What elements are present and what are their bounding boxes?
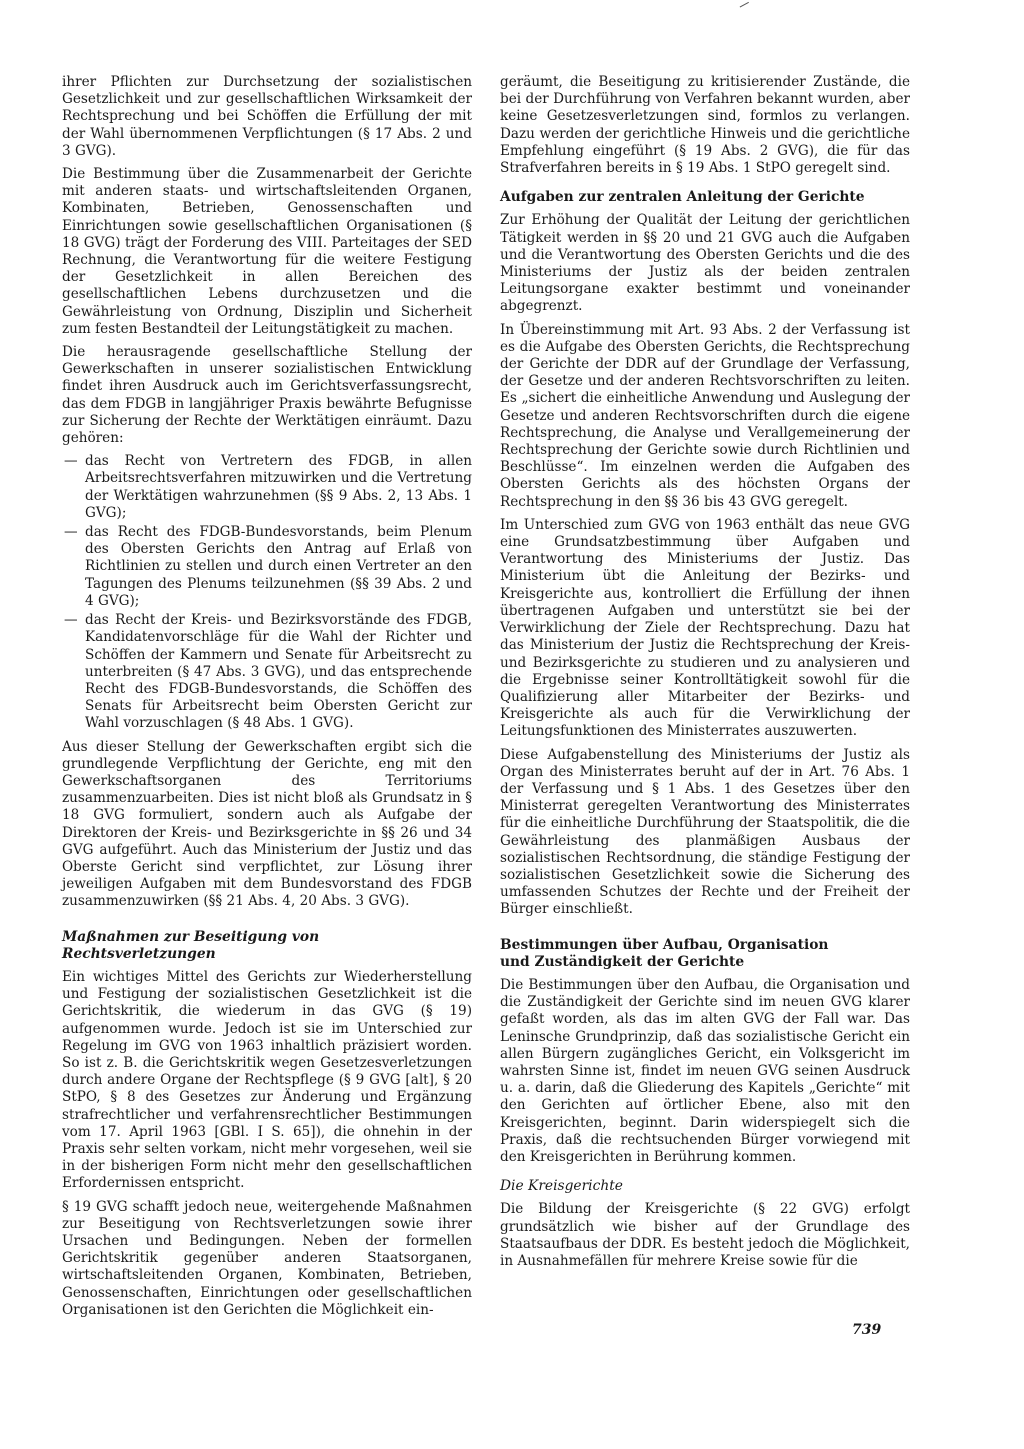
paragraph: Die Bestimmungen über den Aufbau, die Organisation und die Zuständigkeit der Gerichte sind im neuen GVG klarer gefaßt worden, als das im alten GVG der Fall war. Das Leninsche Grundprinzip, daß das sozialistische Gericht ein allen Bürgern zugängliches Gericht, ein Volksgericht im wahrsten Sinne ist, findet im neuen GVG seinen Ausdruck u. a. darin, daß die Gliederung des Kapitels „Gerichte“ mit den Gerichten auf örtlicher Ebene, also mit den Kreisgerichten, beginnt. Darin widerspiegelt sich die Praxis, daß die rechtsuchenden Bürger vorwiegend mit den Kreisgerichten in Berührung kommen. [500, 976, 910, 1165]
scan-mark [740, 2, 751, 10]
paragraph: Diese Aufgabenstellung des Ministeriums der Justiz als Organ des Ministerrates beruht auf der in Art. 76 Abs. 1 der Verfassung und § 1 Abs. 1 des Gesetzes über den Ministerrat geregelten Verantwortung des Ministerrates für die einheitliche Durchführung der Staatspolitik, die die Gewährleistung des planmäßigen Ausbaus der sozialistischen Rechtsordnung, die ständige Festigung der sozialistischen Gesetzlichkeit sowie die Sicherung des umfassenden Schutzes der Rechte und der Freiheit der Bürger einschließt. [500, 746, 910, 918]
section-heading: Die Kreisgerichte [500, 1178, 623, 1195]
section-heading: Aufgaben zur zentralen Anleitung der Gerichte [500, 189, 865, 206]
dash-bullet: — [64, 453, 78, 470]
dash-bullet: — [64, 524, 78, 541]
paragraph: Aus dieser Stellung der Gewerkschaften ergibt sich die grundlegende Verpflichtung der Gerichte, eng mit den Gewerkschaftsorganen des Territoriums zusammenzuarbeiten. Dies ist nicht bloß als Grundsatz in § 18 GVG formuliert, sondern auch als Aufgabe der Direktoren der Kreis- und Bezirksgerichte in §§ 26 und 34 GVG aufgeführt. Auch das Ministerium der Justiz und das Oberste Gericht sind verpflichtet, zur Lösung ihrer jeweiligen Aufgaben mit dem Bundesvorstand des FDGB zusammenzuwirken (§§ 21 Abs. 4, 20 Abs. 3 GVG). [62, 738, 472, 910]
paragraph: Zur Erhöhung der Qualität der Leitung der gerichtlichen Tätigkeit werden in §§ 20 und 21 GVG auch die Aufgaben und die Verantwortung des Obersten Gerichts und die des Ministeriums der Justiz als der beiden zentralen Leitungsorgane exakter bestimmt und voneinander abgegrenzt. [500, 212, 910, 315]
paragraph: Im Unterschied zum GVG von 1963 enthält das neue GVG eine Grundsatzbestimmung über Aufgaben und Verantwortung des Ministeriums der Justiz. Das Ministerium übt die Anleitung der Bezirks- und Kreisgerichte aus, kontrolliert die Erfüllung der ihnen übertragenen Aufgaben und unterstützt sie bei der Verwirklichung der Ziele der Rechtsprechung. Dazu hat das Ministerium der Justiz die Rechtsprechung der Kreis- und Bezirksgerichte zu studieren und zu analysieren und die Ergebnisse seiner Kontrolltätigkeit sowohl für die Qualifizierung aller Mitarbeiter der Bezirks- und Kreisgerichte als auch für die Verwirklichung der Leitungsfunktionen des Ministerrates auszuwerten. [500, 516, 910, 740]
paragraph: Die Bildung der Kreisgerichte (§ 22 GVG) erfolgt grundsätzlich wie bisher auf der Grundlage des Staatsaufbaus der DDR. Es besteht jedoch die Möglichkeit, in Ausnahmefällen für mehrere Kreise sowie für die [500, 1201, 910, 1269]
paragraph: § 19 GVG schafft jedoch neue, weitergehende Maßnahmen zur Beseitigung von Rechtsverletzungen sowie ihrer Ursachen und Bedingungen. Neben der formellen Gerichtskritik gegenüber anderen Staatsorganen, wirtschaftsleitenden Organen, Kombinaten, Betrieben, Genossenschaften, Einrichtungen oder gesellschaftlichen Organisationen ist den Gerichten die Möglichkeit ein- [62, 1198, 472, 1318]
left-column [62, 74, 472, 1325]
fdgb-rights-list [62, 453, 472, 732]
paragraph: In Übereinstimmung mit Art. 93 Abs. 2 der Verfassung ist es die Aufgabe des Obersten Gerichts, die Rechtsprechung der Gerichte der DDR auf der Grundlage der Verfassung, der Gesetze und der anderen Rechtsvorschriften zu leiten. Es „sichert die einheitliche Anwendung und Auslegung der Gesetze und anderen Rechtsvorschriften durch die eigene Rechtsprechung, die Analyse und Verallgemeinerung der Rechtsprechung der Gerichte sowie durch Richtlinien und Beschlüsse“. Im einzelnen werden die Aufgaben des Obersten Gerichts als des höchsten Organs der Rechtsprechung in den §§ 36 bis 43 GVG geregelt. [500, 321, 910, 510]
list-item: — das Recht von Vertretern des FDGB, in allen Arbeitsrechtsverfahren mitzuwirken und die Vertretung der Werktätigen wahrzunehmen (§§ 9 Abs. 2, 13 Abs. 1 GVG); [64, 453, 472, 521]
section-heading: Maßnahmen zur Beseitigung von Rechtsverletzungen [62, 928, 320, 962]
right-column [500, 74, 910, 1276]
dash-bullet: — [64, 612, 78, 629]
paragraph: Die Bestimmung über die Zusammenarbeit der Gerichte mit anderen staats- und wirtschaftsleitenden Organen, Kombinaten, Betrieben, Genossenschaften und Einrichtungen sowie gesellschaftlichen Organisationen (§ 18 GVG) trägt der Forderung des VIII. Parteitages der SED Rechnung, die Verantwortung für die weitere Festigung der Gesetzlichkeit in allen Bereichen des gesellschaftlichen Lebens durchzusetzen und die Gewährleistung von Ordnung, Disziplin und Sicherheit zum festen Bestandteil der Leitungstätigkeit zu machen. [62, 166, 472, 337]
page-number: 739 [852, 1322, 882, 1338]
list-item: — das Recht des FDGB-Bundesvorstands, beim Plenum des Obersten Gerichts den Antrag auf Erlaß von Richtlinien zu stellen und durch einen Vertreter an den Tagungen des Plenums teilzunehmen (§§ 39 Abs. 2 und 4 GVG); [64, 524, 472, 609]
paragraph: Ein wichtiges Mittel des Gerichts zur Wiederherstellung und Festigung der sozialistischen Gesetzlichkeit ist die Gerichtskritik, die wiederum in das GVG (§ 19) aufgenommen wurde. Jedoch ist sie im Unterschied zur Regelung im GVG von 1963 inhaltlich präzisiert worden. So ist z. B. die Gerichtskritik wegen Gesetzesverletzungen durch andere Organe der Rechtspflege (§ 9 GVG [alt], § 20 StPO, § 8 des Gesetzes zur Änderung und Ergänzung strafrechtlicher und verfahrensrechtlicher Bestimmungen vom 17. April 1963 [GBl. I S. 65]), die ohnehin in der Praxis sehr selten vorkam, nicht mehr vorgesehen, weil sie in der bisherigen Form nicht mehr den gesellschaftlichen Erfordernissen entspricht. [62, 968, 472, 1192]
paragraph: ihrer Pflichten zur Durchsetzung der sozialistischen Gesetzlichkeit und zur gesellschaftlichen Wirksamkeit der Rechtsprechung und bei Schöffen die Erfüllung der mit der Wahl übernommenen Verpflichtungen (§ 17 Abs. 2 und 3 GVG). [62, 74, 472, 159]
paragraph: Die herausragende gesellschaftliche Stellung der Gewerkschaften in unserer sozialistischen Entwicklung findet ihren Ausdruck auch im Gerichtsverfassungsrecht, das dem FDGB in langjähriger Praxis bewährte Befugnisse zur Sicherung der Rechte der Werktätigen einräumt. Dazu gehören: [62, 344, 472, 447]
list-item: — das Recht der Kreis- und Bezirksvorstände des FDGB, Kandidatenvorschläge für die Wahl der Richter und Schöffen der Kammern und Senate für Arbeitsrecht zu unterbreiten (§ 47 Abs. 3 GVG), und das entsprechende Recht des FDGB-Bundesvorstands, die Schöffen des Senats für Arbeitsrecht beim Obersten Gericht zur Wahl vorzuschlagen (§ 48 Abs. 1 GVG). [64, 612, 472, 732]
paragraph: geräumt, die Beseitigung zu kritisierender Zustände, die bei der Durchführung von Verfahren bekannt wurden, aber keine Gesetzesverletzungen sind, formlos zu verlangen. Dazu werden der gerichtliche Hinweis und die gerichtliche Empfehlung eingeführt (§ 19 Abs. 2 GVG), die für das Strafverfahren bereits in § 19 Abs. 1 StPO geregelt sind. [500, 74, 910, 177]
section-heading: Bestimmungen über Aufbau, Organisation und Zuständigkeit der Gerichte [500, 936, 829, 970]
